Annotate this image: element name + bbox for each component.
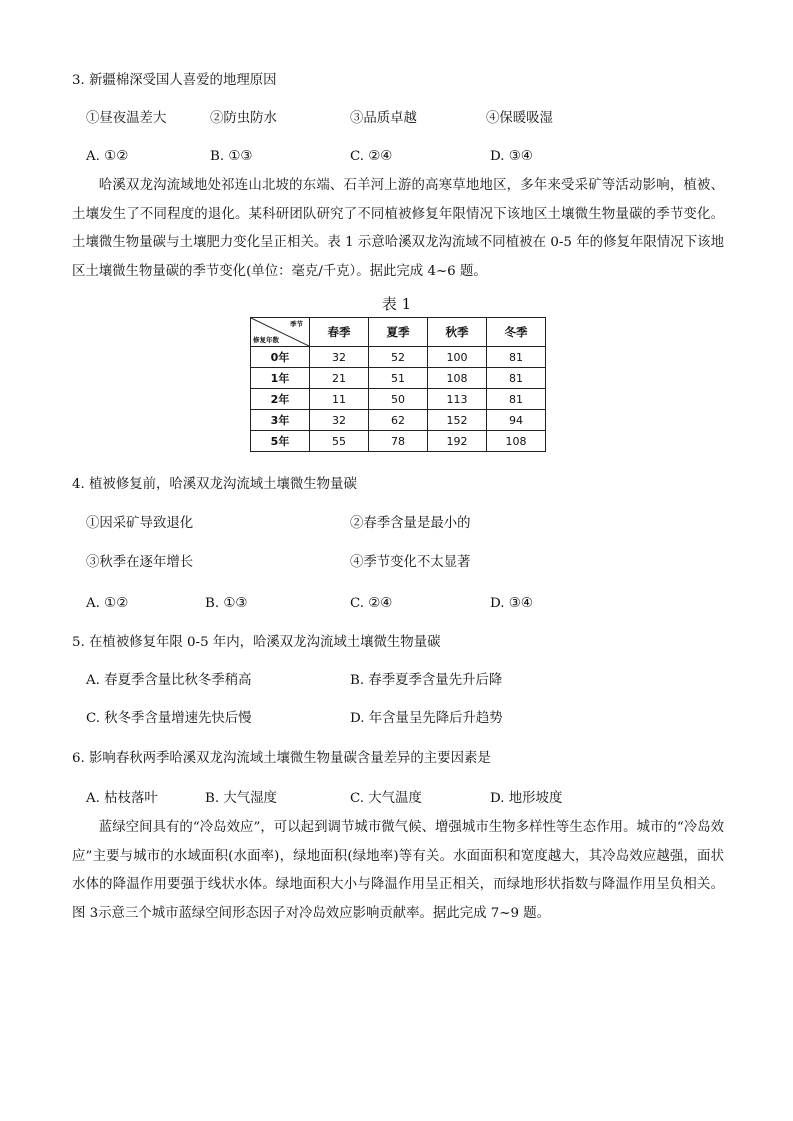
table-row xyxy=(251,368,546,389)
q6-stem: 6. 影响春秋两季哈溪双龙沟流域土壤微生物量碳含量差异的主要因素是 xyxy=(72,751,491,766)
q3-option-b: B. ①③ xyxy=(210,149,253,164)
column-header-summer: 夏季 xyxy=(369,318,428,347)
table-cell: 192 xyxy=(428,431,487,452)
column-header-winter: 冬季 xyxy=(487,318,546,347)
table-caption: 表 1 xyxy=(381,295,412,313)
q6-option-c: C. 大气温度 xyxy=(350,791,422,806)
data-table xyxy=(250,317,546,452)
table-cell: 32 xyxy=(310,410,369,431)
passage-1: 哈溪双龙沟流域地处祁连山北坡的东端、石羊河上游的高寒草地地区，多年来受采矿等活动影响，植被、土壤发生了不同程度的退化。某科研团队研究了不同植被修复年限情况下该地区土壤微生物量碳的季节变化。土壤微生物量碳与土壤肥力变化呈正相关。表 1 示意哈溪双龙沟流域不同植被在 0-5 年的修复年限情况下该地区土壤微生物量碳的季节变化(单位：毫克/千克）。据此完成 4~6 题。 xyxy=(72,178,724,279)
row-label: 3年 xyxy=(251,410,310,431)
table-cell: 78 xyxy=(369,431,428,452)
q3-item-1: ①昼夜温差大 xyxy=(86,111,167,126)
table-cell: 62 xyxy=(369,410,428,431)
table-corner-cell xyxy=(251,318,310,347)
q4-stem: 4. 植被修复前，哈溪双龙沟流域土壤微生物量碳 xyxy=(72,477,357,492)
q5-option-d: D. 年含量呈先降后升趋势 xyxy=(350,711,503,726)
table-cell: 94 xyxy=(487,410,546,431)
table-cell: 21 xyxy=(310,368,369,389)
q3-option-d: D. ③④ xyxy=(490,149,533,164)
table-cell: 55 xyxy=(310,431,369,452)
q4-option-d: D. ③④ xyxy=(490,596,533,611)
table-cell: 113 xyxy=(428,389,487,410)
table-cell: 108 xyxy=(428,368,487,389)
q5-option-a: A. 春夏季含量比秋冬季稍高 xyxy=(86,673,252,688)
table-cell: 81 xyxy=(487,347,546,368)
q6-option-a: A. 枯枝落叶 xyxy=(86,791,158,806)
row-label: 0年 xyxy=(251,347,310,368)
q4-item-4: ④季节变化不太显著 xyxy=(350,555,471,570)
row-label: 2年 xyxy=(251,389,310,410)
q4-item-3: ③秋季在逐年增长 xyxy=(86,555,194,570)
table-cell: 50 xyxy=(369,389,428,410)
row-label: 1年 xyxy=(251,368,310,389)
q5-option-c: C. 秋冬季含量增速先快后慢 xyxy=(86,711,252,726)
q3-item-4: ④保暖吸湿 xyxy=(486,111,553,126)
table-cell: 52 xyxy=(369,347,428,368)
passage-2: 蓝绿空间具有的“冷岛效应”，可以起到调节城市微气候、增强城市生物多样性等生态作用。城市的“冷岛效应”主要与城市的水域面积(水面率)，绿地面积(绿地率)等有关。水面面积和宽度越大，其冷岛效应越强，面状水体的降温作用要强于线状水体。绿地面积大小与降温作用呈正相关，而绿地形状指数与降温作用呈负相关。图 3示意三个城市蓝绿空间形态因子对冷岛效应影响贡献率。据此完成 7~9 题。 xyxy=(72,820,724,921)
corner-season-label: 季节 xyxy=(290,320,303,328)
q4-item-2: ②春季含量是最小的 xyxy=(350,516,471,531)
corner-years-label: 修复年数 xyxy=(253,336,279,344)
column-header-autumn: 秋季 xyxy=(428,318,487,347)
table-header-row xyxy=(251,318,546,347)
table-cell: 32 xyxy=(310,347,369,368)
q3-item-2: ②防虫防水 xyxy=(210,111,277,126)
table-cell: 100 xyxy=(428,347,487,368)
q4-option-b: B. ①③ xyxy=(205,596,248,611)
row-label: 5年 xyxy=(251,431,310,452)
table-row xyxy=(251,410,546,431)
q6-option-d: D. 地形坡度 xyxy=(490,791,563,806)
q4-item-1: ①因采矿导致退化 xyxy=(86,516,194,531)
table-cell: 51 xyxy=(369,368,428,389)
q3-option-a: A. ①② xyxy=(86,149,129,164)
q5-option-b: B. 春季夏季含量先升后降 xyxy=(350,673,503,688)
q4-option-a: A. ①② xyxy=(86,596,129,611)
q3-item-3: ③品质卓越 xyxy=(350,111,417,126)
table-row xyxy=(251,389,546,410)
table-row xyxy=(251,347,546,368)
q4-option-c: C. ②④ xyxy=(350,596,393,611)
q5-stem: 5. 在植被修复年限 0-5 年内，哈溪双龙沟流域土壤微生物量碳 xyxy=(72,635,441,650)
table-cell: 11 xyxy=(310,389,369,410)
q6-option-b: B. 大气湿度 xyxy=(205,791,277,806)
table-cell: 81 xyxy=(487,368,546,389)
table-cell: 81 xyxy=(487,389,546,410)
q3-stem: 3. 新疆棉深受国人喜爱的地理原因 xyxy=(72,73,277,88)
table-cell: 108 xyxy=(487,431,546,452)
q3-option-c: C. ②④ xyxy=(350,149,393,164)
table-row xyxy=(251,431,546,452)
table-cell: 152 xyxy=(428,410,487,431)
column-header-spring: 春季 xyxy=(310,318,369,347)
